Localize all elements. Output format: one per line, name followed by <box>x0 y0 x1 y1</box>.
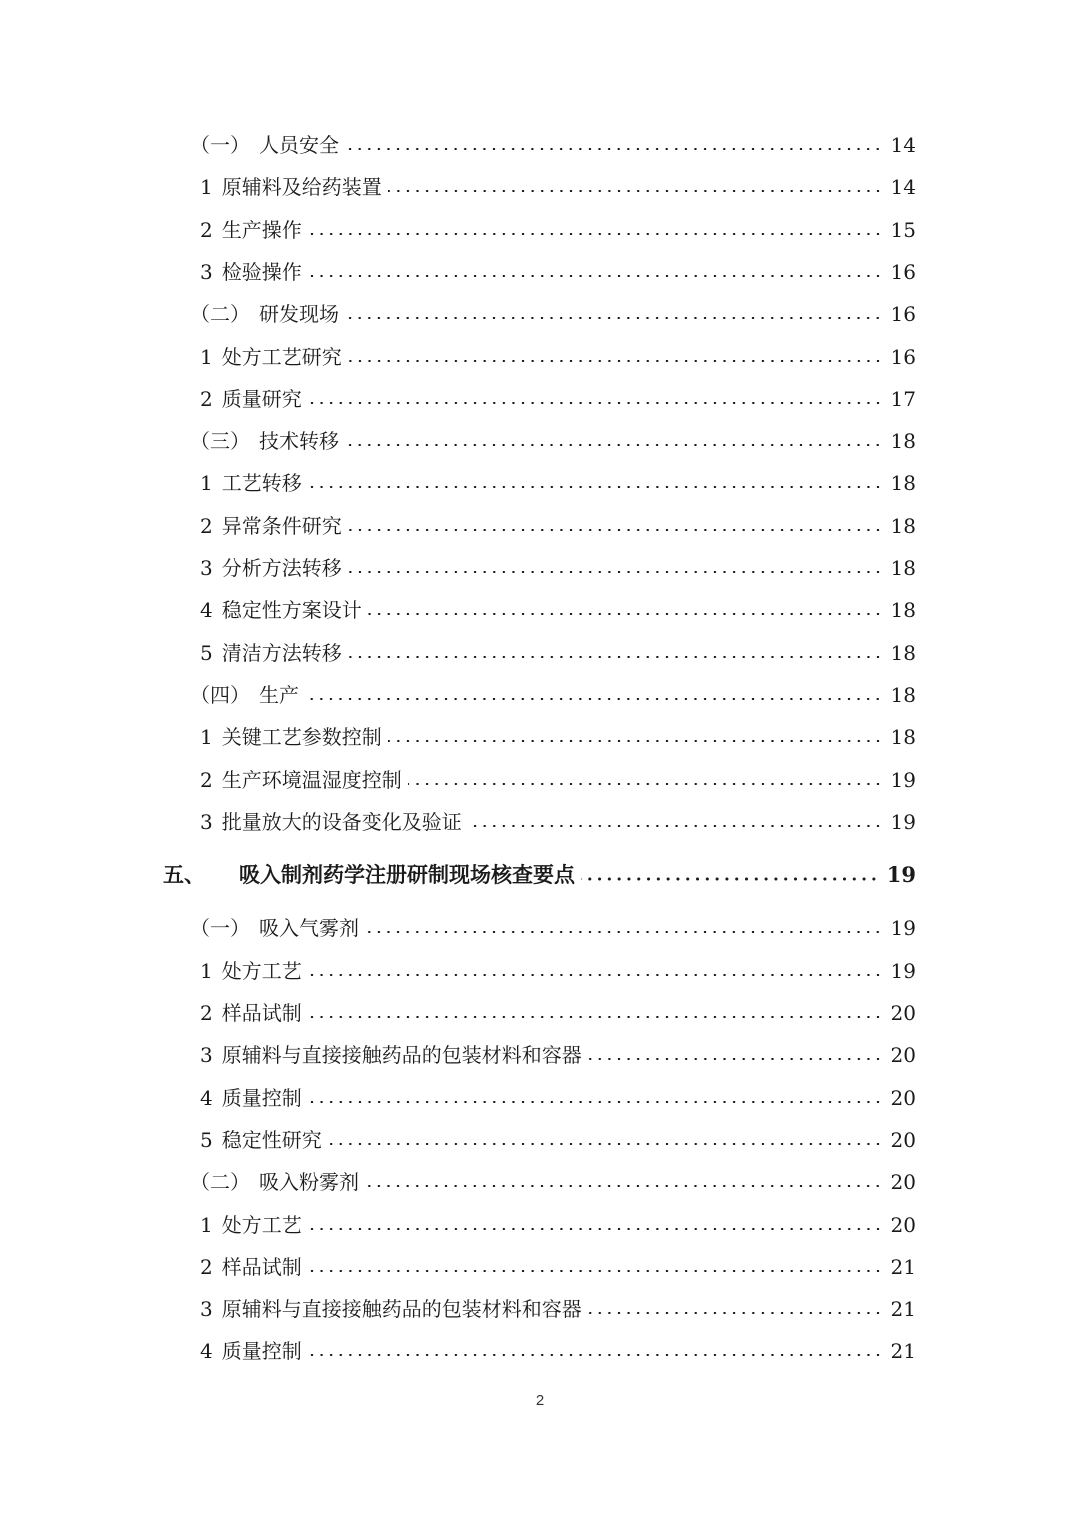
toc-entry-label <box>200 1034 586 1076</box>
toc-entry-page-number: 19 <box>887 759 916 801</box>
toc-entry-label <box>200 1330 306 1372</box>
toc-entry-title: 生产 <box>259 682 299 707</box>
toc-entry-label <box>200 505 346 547</box>
toc-dot-leader <box>345 444 883 446</box>
toc-subsection-entry[interactable] <box>0 1246 1080 1288</box>
toc-entry-label <box>200 1077 306 1119</box>
toc-entry-number: （一） <box>190 133 250 157</box>
toc-entry-page-number: 16 <box>887 293 916 335</box>
toc-dot-leader <box>308 233 883 235</box>
toc-entry-number: 2 <box>200 217 213 242</box>
toc-entry-title: 工艺转移 <box>221 471 302 496</box>
toc-subsection-entry[interactable] <box>0 166 1080 208</box>
toc-dot-leader <box>365 1185 883 1187</box>
toc-subsection-entry[interactable] <box>0 632 1080 674</box>
toc-entry-page-number: 18 <box>887 547 916 589</box>
toc-entry-number: （一） <box>190 916 250 941</box>
toc-subsection-entry[interactable] <box>0 462 1080 504</box>
toc-subsection-entry[interactable] <box>0 251 1080 293</box>
toc-entry-label <box>200 166 386 208</box>
toc-entry-label <box>200 716 386 758</box>
toc-chapter-entry[interactable] <box>0 854 1080 896</box>
toc-dot-leader <box>348 571 883 573</box>
toc-subsection-entry[interactable] <box>0 505 1080 547</box>
toc-entry-number: 2 <box>200 386 213 411</box>
toc-entry-label <box>200 589 366 631</box>
toc-entry-title: 原辅料及给药装置 <box>221 175 382 200</box>
toc-entry-title: 处方工艺 <box>221 1212 302 1237</box>
toc-entry-label <box>190 124 343 166</box>
toc-dot-leader <box>468 825 883 827</box>
toc-dot-leader <box>368 613 883 615</box>
toc-subsection-entry[interactable] <box>0 716 1080 758</box>
toc-dot-leader <box>588 1312 883 1314</box>
toc-entry-label <box>190 907 363 949</box>
toc-entry-label <box>200 759 406 801</box>
toc-entry-number: 5 <box>200 1127 213 1152</box>
toc-entry-label <box>200 251 306 293</box>
toc-section-entry[interactable] <box>0 293 1080 335</box>
toc-dot-leader <box>308 1101 883 1103</box>
toc-entry-number: 1 <box>200 958 213 983</box>
toc-entry-page-number: 19 <box>883 854 916 896</box>
toc-entry-page-number: 20 <box>887 992 916 1034</box>
toc-entry-page-number: 20 <box>887 1204 916 1246</box>
toc-dot-leader <box>365 931 883 933</box>
toc-entry-label <box>200 462 306 504</box>
toc-entry-page-number: 21 <box>887 1288 916 1330</box>
page-number: 2 <box>535 1392 545 1409</box>
toc-entry-title: 质量控制 <box>221 1085 302 1110</box>
toc-entry-title: 稳定性方案设计 <box>221 598 362 623</box>
toc-entry-title: 批量放大的设备变化及验证 <box>221 809 462 834</box>
toc-entry-title: 样品试制 <box>221 1254 302 1279</box>
toc-entry-page-number: 19 <box>887 950 916 992</box>
toc-section-entry[interactable] <box>0 124 1080 166</box>
toc-dot-leader <box>305 698 883 700</box>
toc-entry-number: 2 <box>200 1254 213 1279</box>
toc-dot-leader <box>308 1354 883 1356</box>
toc-entry-number: 3 <box>200 259 213 284</box>
toc-entry-title: 吸入粉雾剂 <box>259 1170 359 1195</box>
toc-entry-number: （三） <box>190 429 250 454</box>
toc-section-entry[interactable] <box>0 907 1080 949</box>
toc-entry-page-number: 19 <box>887 801 916 843</box>
toc-entry-label <box>190 420 343 462</box>
toc-entry-label <box>200 336 346 378</box>
toc-entry-page-number: 15 <box>887 209 916 251</box>
toc-subsection-entry[interactable] <box>0 1204 1080 1246</box>
toc-subsection-entry[interactable] <box>0 1119 1080 1161</box>
toc-dot-leader <box>308 1270 883 1272</box>
toc-entry-title: 原辅料与直接接触药品的包装材料和容器 <box>221 1043 582 1068</box>
toc-dot-leader <box>348 360 883 362</box>
toc-entry-label <box>200 378 306 420</box>
toc-entry-title: 生产操作 <box>221 217 302 242</box>
toc-subsection-entry[interactable] <box>0 378 1080 420</box>
toc-entry-number: 1 <box>200 344 213 369</box>
toc-dot-leader <box>588 1058 883 1060</box>
toc-entry-page-number: 18 <box>887 716 916 758</box>
toc-entry-label <box>200 1246 306 1288</box>
toc-entry-number: 5 <box>200 640 213 665</box>
toc-entry-title: 技术转移 <box>259 429 339 454</box>
toc-entry-title: 检验操作 <box>221 259 302 284</box>
toc-entry-title: 关键工艺参数控制 <box>221 725 382 750</box>
toc-entry-title: 异常条件研究 <box>221 513 342 538</box>
toc-entry-title: 质量控制 <box>221 1339 302 1364</box>
toc-entry-title: 质量研究 <box>221 386 302 411</box>
toc-entry-label <box>200 209 306 251</box>
toc-entry-title: 人员安全 <box>259 133 339 157</box>
toc-entry-page-number: 21 <box>887 1330 916 1372</box>
toc-dot-leader <box>308 402 883 404</box>
toc-entry-title: 样品试制 <box>221 1001 302 1025</box>
toc-dot-leader <box>308 1228 883 1230</box>
toc-subsection-entry[interactable] <box>0 1077 1080 1119</box>
toc-dot-leader <box>308 974 883 976</box>
toc-dot-leader <box>345 148 883 150</box>
toc-entry-title: 稳定性研究 <box>221 1127 322 1152</box>
toc-entry-title: 清洁方法转移 <box>221 640 342 665</box>
toc-entry-page-number: 14 <box>887 166 916 208</box>
toc-dot-leader <box>345 317 883 319</box>
toc-entry-label <box>190 674 303 716</box>
toc-dot-leader <box>328 1143 883 1145</box>
toc-entry-title: 处方工艺研究 <box>221 344 342 369</box>
toc-entry-number: 五、 <box>163 862 205 888</box>
toc-entry-number: 4 <box>200 1339 213 1364</box>
toc-entry-number: 3 <box>200 809 213 834</box>
toc-entry-number: 4 <box>200 1085 213 1110</box>
toc-entry-label <box>200 547 346 589</box>
toc-entry-label <box>200 801 466 843</box>
toc-subsection-entry[interactable] <box>0 801 1080 843</box>
toc-dot-leader <box>348 656 883 658</box>
toc-entry-title: 生产环境温湿度控制 <box>221 767 402 792</box>
toc-entry-page-number: 18 <box>887 674 916 716</box>
toc-entry-title: 研发现场 <box>259 302 339 327</box>
toc-entry-page-number: 21 <box>887 1246 916 1288</box>
toc-entry-number: 1 <box>200 471 213 496</box>
toc-entry-number: （四） <box>190 682 250 707</box>
toc-entry-number: 1 <box>200 725 213 750</box>
toc-entry-number: 2 <box>200 1001 213 1025</box>
toc-subsection-entry[interactable] <box>0 547 1080 589</box>
toc-entry-label <box>163 854 579 896</box>
toc-subsection-entry[interactable] <box>0 209 1080 251</box>
toc-entry-number: （二） <box>190 302 250 327</box>
toc-entry-page-number: 18 <box>887 589 916 631</box>
toc-entry-label <box>200 950 306 992</box>
toc-dot-leader <box>388 740 883 742</box>
toc-section-entry[interactable] <box>0 1161 1080 1203</box>
toc-section-entry[interactable] <box>0 674 1080 716</box>
toc-entry-title: 吸入制剂药学注册研制现场核查要点 <box>239 862 575 888</box>
toc-entry-number: 3 <box>200 1043 213 1068</box>
toc-entry-title: 吸入气雾剂 <box>259 916 359 941</box>
toc-entry-label <box>200 992 306 1034</box>
toc-dot-leader <box>388 190 883 192</box>
toc-section-entry[interactable] <box>0 420 1080 462</box>
toc-entry-number: （二） <box>190 1170 250 1195</box>
toc-subsection-entry[interactable] <box>0 589 1080 631</box>
toc-entry-number: 1 <box>200 1212 213 1237</box>
toc-entry-title: 分析方法转移 <box>221 556 342 580</box>
toc-entry-page-number: 20 <box>887 1077 916 1119</box>
toc-dot-leader <box>308 275 883 277</box>
toc-entry-number: 2 <box>200 513 213 538</box>
toc-entry-page-number: 20 <box>887 1119 916 1161</box>
toc-dot-leader <box>408 783 883 785</box>
toc-entry-page-number: 18 <box>887 462 916 504</box>
toc-entry-page-number: 20 <box>887 1161 916 1203</box>
toc-subsection-entry[interactable] <box>0 1034 1080 1076</box>
toc-entry-label <box>200 1288 586 1330</box>
toc-entry-page-number: 19 <box>887 907 916 949</box>
toc-entry-title: 原辅料与直接接触药品的包装材料和容器 <box>221 1297 582 1322</box>
toc-subsection-entry[interactable] <box>0 992 1080 1034</box>
toc-entry-page-number: 16 <box>887 251 916 293</box>
toc-entry-page-number: 14 <box>887 124 916 166</box>
toc-dot-leader <box>581 877 879 881</box>
toc-dot-leader <box>308 486 883 488</box>
toc-entry-page-number: 20 <box>887 1034 916 1076</box>
toc-dot-leader <box>308 1016 883 1018</box>
toc-entry-number: 3 <box>200 1297 213 1322</box>
toc-entry-title: 处方工艺 <box>221 958 302 983</box>
toc-entry-page-number: 18 <box>887 505 916 547</box>
toc-subsection-entry[interactable] <box>0 1288 1080 1330</box>
toc-entry-label <box>200 1204 306 1246</box>
toc-entry-number: 2 <box>200 767 213 792</box>
toc-subsection-entry[interactable] <box>0 950 1080 992</box>
toc-entry-page-number: 18 <box>887 632 916 674</box>
toc-entry-page-number: 18 <box>887 420 916 462</box>
toc-entry-label <box>190 1161 363 1203</box>
toc-entry-label <box>200 632 346 674</box>
toc-entry-number: 3 <box>200 556 213 580</box>
toc-entry-page-number: 17 <box>887 378 916 420</box>
toc-subsection-entry[interactable] <box>0 1330 1080 1372</box>
toc-entry-label <box>190 293 343 335</box>
toc-subsection-entry[interactable] <box>0 336 1080 378</box>
toc-entry-label <box>200 1119 326 1161</box>
toc-entry-page-number: 16 <box>887 336 916 378</box>
toc-dot-leader <box>348 529 883 531</box>
toc-subsection-entry[interactable] <box>0 759 1080 801</box>
toc-entry-number: 4 <box>200 598 213 623</box>
toc-entry-number: 1 <box>200 175 213 200</box>
